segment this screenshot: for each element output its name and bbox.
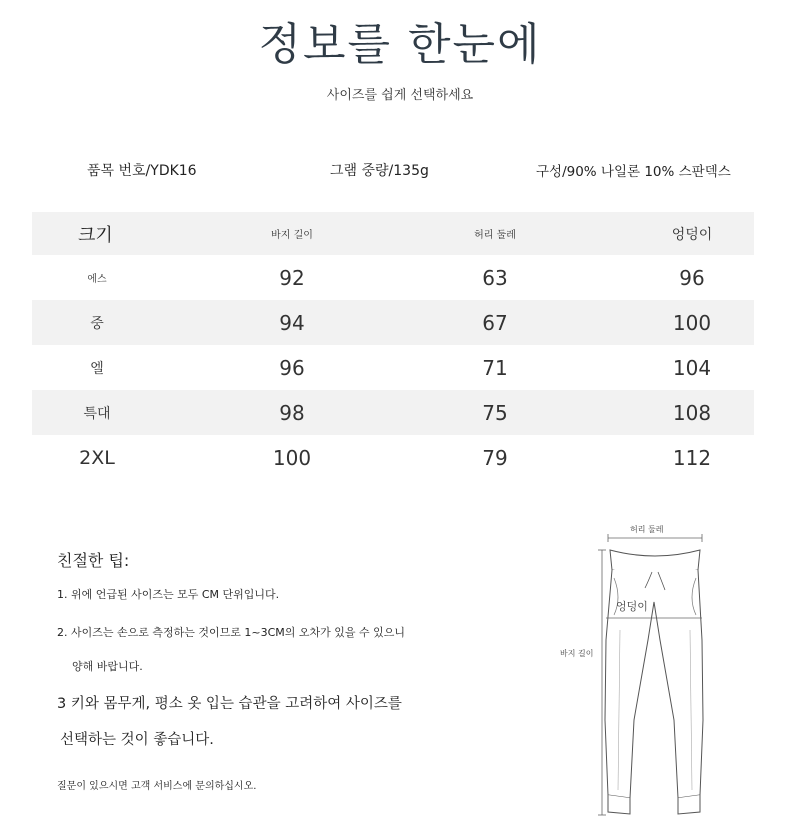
hip-cell: 96 (679, 265, 705, 290)
length-cell: 94 (279, 310, 305, 335)
size-cell: 특대 (83, 405, 111, 422)
hip-cell: 108 (672, 400, 712, 425)
hip-cell: 100 (672, 310, 712, 335)
size-cell: 2XL (79, 446, 115, 469)
length-cell: 98 (279, 400, 305, 425)
table-row (32, 390, 754, 435)
table-row (32, 300, 754, 345)
tip-1: 1. 위에 언급된 사이즈는 모두 CM 단위입니다. (57, 588, 280, 601)
left-cuff (608, 795, 630, 814)
size-table-header (32, 212, 754, 255)
tip-3: 3 키와 몸무게, 평소 옷 입는 습관을 고려하여 사이즈를 (57, 696, 402, 712)
size-cell: 에스 (87, 274, 107, 285)
table-row (32, 435, 754, 480)
table-row (32, 345, 754, 390)
hip-cell: 112 (672, 445, 712, 470)
size-cell: 중 (90, 315, 104, 332)
right-cuff (678, 795, 700, 814)
header-length: 바지 길이 (271, 230, 313, 241)
item-number: 품목 번호/YDK16 (87, 163, 197, 179)
waist-cell: 63 (482, 265, 508, 290)
diagram-waist-label: 허리 둘레 (630, 525, 664, 534)
tip-2-continued: 양해 바랍니다. (72, 660, 143, 673)
length-cell: 100 (272, 445, 312, 470)
pants-illustration (550, 520, 790, 830)
diagram-hip-label: 엉덩이 (616, 600, 648, 613)
item-weight: 그램 중량/135g (330, 163, 429, 179)
header-waist: 허리 둘레 (474, 230, 516, 241)
header-size: 크기 (78, 224, 113, 246)
hip-cell: 104 (672, 355, 712, 380)
waist-cell: 71 (482, 355, 508, 380)
pants-measurement-diagram (550, 520, 790, 830)
waist-cell: 67 (482, 310, 508, 335)
diagram-length-label: 바지 길이 (560, 649, 594, 658)
item-composition: 구성/90% 나일론 10% 스판덱스 (536, 164, 731, 180)
waist-cell: 75 (482, 400, 508, 425)
header-hip: 엉덩이 (671, 226, 713, 243)
size-cell: 엘 (90, 360, 104, 377)
page-subtitle: 사이즈를 쉽게 선택하세요 (326, 88, 474, 103)
table-row (32, 255, 754, 300)
tip-4: 질문이 있으시면 고객 서비스에 문의하십시오. (57, 781, 257, 792)
length-cell: 92 (279, 265, 305, 290)
tip-2: 2. 사이즈는 손으로 측정하는 것이므로 1~3CM의 오차가 있을 수 있으니 (57, 626, 405, 639)
page-title: 정보를 한눈에 (258, 19, 542, 70)
tips-title: 친절한 팁: (57, 551, 130, 570)
waist-cell: 79 (482, 445, 508, 470)
length-cell: 96 (279, 355, 305, 380)
size-table (32, 212, 754, 480)
tip-3-continued: 선택하는 것이 좋습니다. (60, 732, 214, 748)
